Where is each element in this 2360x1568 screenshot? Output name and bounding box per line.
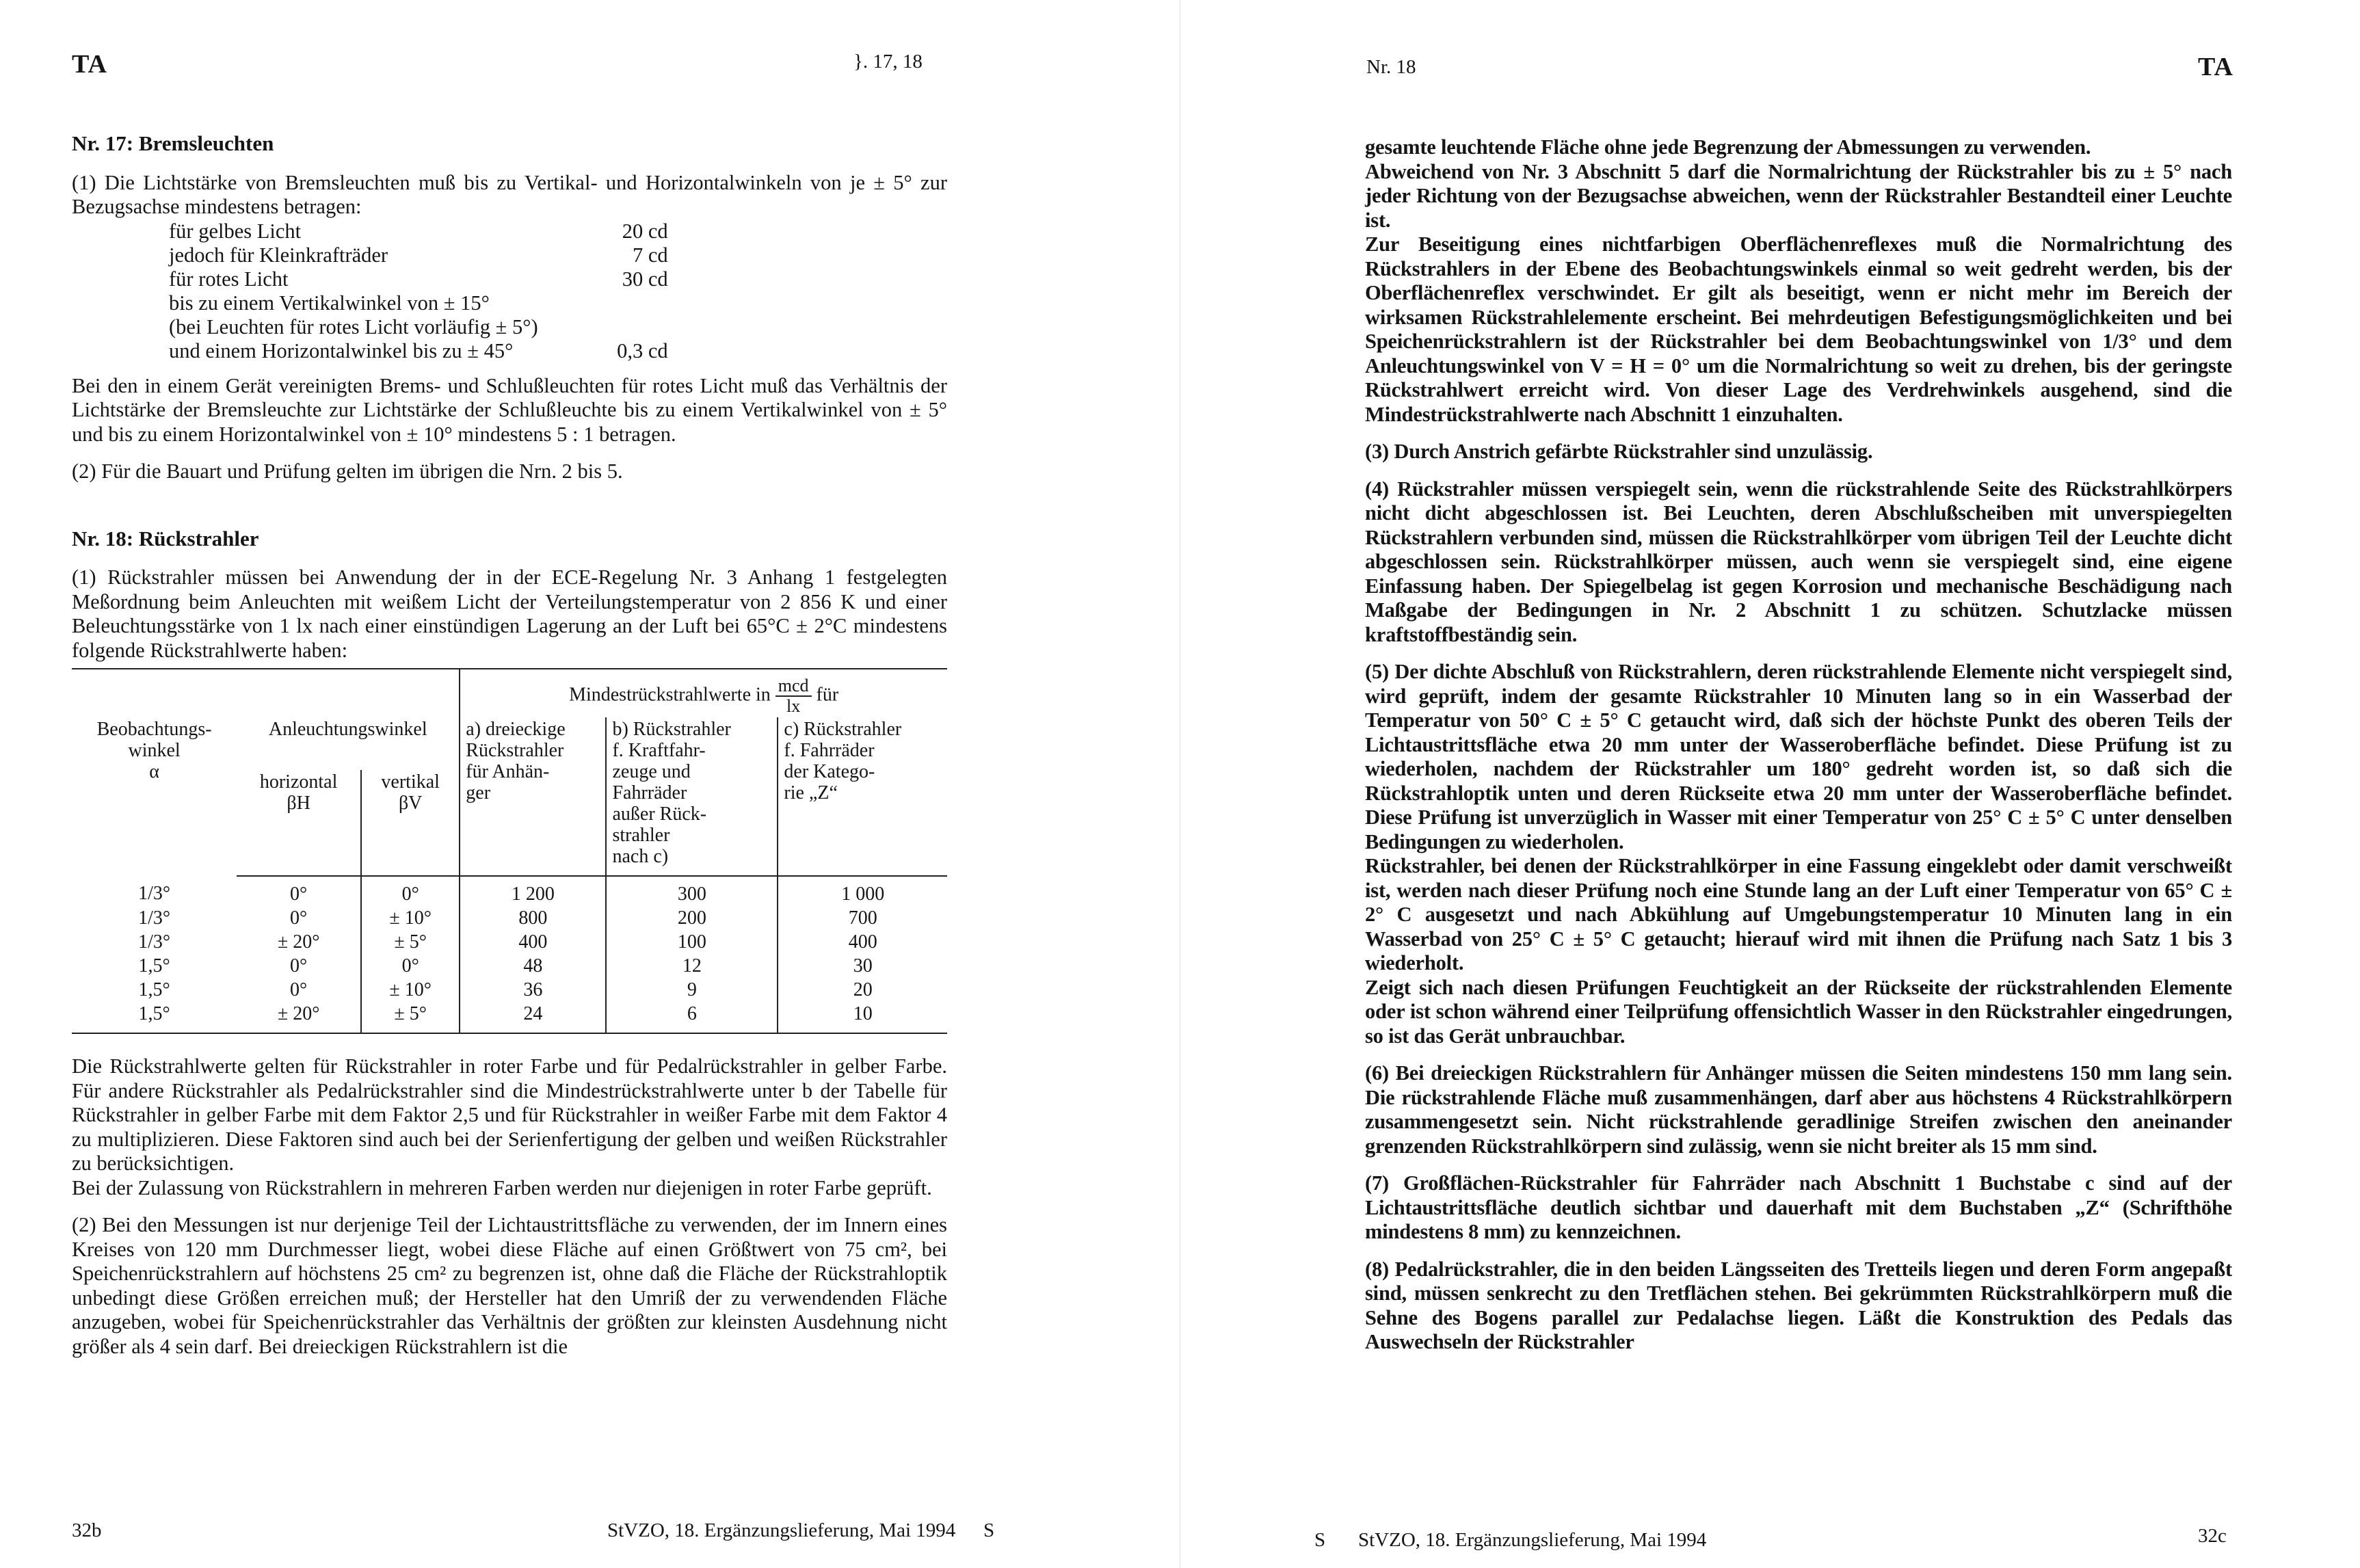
right-column xyxy=(1365,135,2232,1368)
nr18-paragraph-1: (1) Rückstrahler müssen bei Anwendung der in der ECE-Regelung Nr. 3 Anhang 1 festgelegten Meßordnung beim Anleuchten mit weißem Licht der Verteilungstemperatur von 2 856 K und einer Beleuchtungsstärke von 1 lx nach einer einstündigen Lagerung an der Luft bei 65°C ± 2°C mindestens folgende Rückstrahlwerte haben: xyxy=(72,566,947,662)
paragraph-6: (5) Der dichte Abschluß von Rückstrahlern, deren rückstrahlende Elemente nicht verspiegelt sind, wird geprüft, indem der gesamte Rückstrahler 10 Minuten lang so in ein Wasserbad der Temperatur von 50° C ± 5° C getaucht wird, daß sich der höchste Punkt des oberen Teils der Lichtaustrittsfläche etwa 20 mm unter der Wasseroberfläche befindet. Diese Prüfung ist zu wiederholen, nachdem der Rückstrahler um 180° gedreht worden ist, so daß sich die Rückstrahloptik unten und deren Rückseite etwa 20 mm unter der Wasseroberfläche befindet. Diese Prüfung ist unverzüglich in Wasser mit einer Temperatur von 25° C ± 5° C unter denselben Bedingungen zu wiederholen. xyxy=(1365,660,2232,853)
footer-source: StVZO, 18. Ergänzungslieferung, Mai 1994 xyxy=(607,1519,956,1541)
paragraph-10: (7) Großflächen-Rückstrahler für Fahrräder nach Abschnitt 1 Buchstabe c sind auf der Lichtaustrittsfläche deutlich sichtbar und dauerhaft mit dem Buchstaben „Z“ (Schrifthöhe mindestens 8 mm) zu kennzeichnen. xyxy=(1365,1171,2232,1243)
cell-wert-a: 800 xyxy=(460,906,606,930)
col-header-anleuchtungswinkel: Anleuchtungswinkel xyxy=(268,719,427,740)
cell-vertikal: ± 5° xyxy=(361,1002,460,1033)
table-group-header: Mindestrückstrahlwerte in $\frac{\text{mcd}}{lx}$ für xyxy=(460,669,947,717)
paragraph-4: (3) Durch Anstrich gefärbte Rückstrahler sind unzulässig. xyxy=(1365,440,1873,463)
cell-wert-a: 36 xyxy=(460,978,606,1002)
cell-vertikal: ± 10° xyxy=(389,979,432,1000)
footer-page-number: 32c xyxy=(2198,1525,2227,1547)
col-header-c: c) Rückstrahler f. Fahrräder der Katego- rie „Z“ xyxy=(778,717,947,876)
nr17-list-row xyxy=(169,339,668,363)
cell-vertikal: ± 5° xyxy=(394,931,427,953)
cell-wert-a: 1 200 xyxy=(460,876,606,906)
cell-beobachtungswinkel: 1/3° xyxy=(138,931,171,953)
nr17-list-value: 0,3 cd xyxy=(617,338,668,362)
table-row xyxy=(72,930,947,954)
nr18-paragraph-2: Die Rückstrahlwerte gelten für Rückstrahler in roter Farbe und für Pedalrückstrahler in gelber Farbe. Für andere Rückstrahler als Pedalrückstrahler sind die Mindestrückstrahlwerte unter b der Tabelle für Rückstrahler in gelber Farbe mit dem Faktor 2,5 und für Rückstrahler in weißer Farbe mit dem Faktor 4 zu multiplizieren. Diese Faktoren sind auch bei der Serienfertigung der gelben und weißen Rückstrahler zu berücksichtigen. xyxy=(72,1054,947,1175)
cell-wert-a: 48 xyxy=(460,954,606,978)
cell-beobachtungswinkel: 1,5° xyxy=(138,979,170,1000)
nr17-list-value xyxy=(538,315,668,339)
cell-vertikal: 0° xyxy=(401,955,419,976)
cell-vertikal: 0° xyxy=(401,883,419,905)
paragraph-5: (4) Rückstrahler müssen verspiegelt sein, wenn die rückstrahlende Seite des Rückstrahlkörpers nicht dicht abgeschlossen ist. Bei Leuchten, deren Abschlußscheiben mit unverspiegelten Rückstrahlern verbunden sind, müssen die Rückstrahlkörper vom übrigen Teil der Leuchte dicht abgeschlossen sein. Rückstrahlkörper müssen, auch wenn sie verspiegelt sind, eine eigene Einfassung haben. Der Spiegelbelag ist gegen Korrosion und mechanische Beschädigung nach Maßgabe der Bedingungen in Nr. 2 Abschnitt 1 zu schützen. Schutzlacke müssen kraftstoffbeständig sein. xyxy=(1365,477,2232,646)
nr17-list-value: 20 cd xyxy=(622,219,668,243)
nr17-list-label: bis zu einem Vertikalwinkel von ± 15° xyxy=(169,291,490,315)
retroreflection-table xyxy=(72,668,947,1034)
nr17-list-value xyxy=(538,291,668,315)
paragraph-8: Zeigt sich nach diesen Prüfungen Feuchtigkeit an der Rückseite der rückstrahlenden Elemente oder ist schon während einer Teilprüfung offensichtlich Wasser in den Rückstrahler eingedrungen, so ist das Gerät unbrauchbar. xyxy=(1365,975,2232,1048)
nr17-list-row xyxy=(169,315,668,339)
nr18-paragraph-3: Bei der Zulassung von Rückstrahlern in mehreren Farben werden nur diejenigen in roter Farbe geprüft. xyxy=(72,1175,932,1199)
nr17-list-label: und einem Horizontalwinkel bis zu ± 45° xyxy=(169,338,514,362)
table-row xyxy=(72,906,947,930)
cell-wert-c: 20 xyxy=(778,978,947,1002)
cell-wert-b: 300 xyxy=(606,876,778,906)
nr18-paragraph-4: (2) Bei den Messungen ist nur derjenige Teil der Lichtaustrittsfläche zu verwenden, der im Innern eines Kreises von 120 mm Durchmesser liegt, wobei diese Fläche auf einen Größtwert von 75 cm², bei Speichenrückstrahlern auf höchstens 25 cm² zu begrenzen ist, ohne daß die Fläche der Rückstrahloptik unbedingt diese Größen erreichen muß; der Hersteller hat den Umriß der zu verwendenden Fläche anzugeben, wobei für Speichenrückstrahler das Verhältnis der größten zur kleinsten Ausdehnung nicht größer als 4 sein darf. Bei dreieckigen Rückstrahlern ist die xyxy=(72,1213,947,1358)
cell-wert-a: 24 xyxy=(460,1002,606,1033)
nr17-paragraph-1: (1) Die Lichtstärke von Bremsleuchten muß bis zu Vertikal- und Horizontalwinkeln von je ± 5° zur Bezugsachse mindestens betragen: xyxy=(72,170,947,218)
cell-horizontal: ± 20° xyxy=(237,1002,361,1033)
cell-wert-c: 10 xyxy=(778,1002,947,1033)
nr17-list-value: 30 cd xyxy=(622,267,668,291)
header-tag: TA xyxy=(2198,53,2233,81)
cell-wert-c: 1 000 xyxy=(778,876,947,906)
cell-beobachtungswinkel: 1,5° xyxy=(72,1002,237,1033)
cell-wert-b: 9 xyxy=(606,978,778,1002)
table-row xyxy=(72,978,947,1002)
cell-wert-c: 400 xyxy=(778,930,947,954)
footer-section-mark: S xyxy=(1314,1529,1326,1551)
header-reference: }. 17, 18 xyxy=(853,51,923,72)
nr17-list-row xyxy=(169,267,668,291)
nr17-paragraph-3: (2) Für die Bauart und Prüfung gelten im übrigen die Nrn. 2 bis 5. xyxy=(72,460,623,483)
nr17-list-label: jedoch für Kleinkrafträder xyxy=(169,243,388,267)
footer-section-mark: S xyxy=(983,1519,995,1541)
nr17-list-value: 7 cd xyxy=(632,243,668,267)
header-tag: TA xyxy=(72,50,107,79)
paragraph-11: (8) Pedalrückstrahler, die in den beiden Längsseiten des Tretteils liegen und deren Form angepaßt sind, müssen senkrecht zu den Tretflächen stehen. Bei gekrümmten Rückstrahlkörpern muß die Sehne des Bogens parallel zur Pedalachse liegen. Läßt die Konstruktion des Pedals das Auswechseln der Rückstrahler xyxy=(1365,1257,2232,1353)
paragraph-2: Abweichend von Nr. 3 Abschnitt 5 darf die Normalrichtung der Rückstrahler bis zu ± 5° nach jeder Richtung von der Bezugsachse abweichen, wenn der Rückstrahler Bestandteil einer Leuchte ist. xyxy=(1365,159,2232,232)
cell-horizontal: 0° xyxy=(237,954,361,978)
nr17-list-row xyxy=(169,291,668,315)
nr17-list-row xyxy=(169,243,668,267)
cell-horizontal: 0° xyxy=(237,906,361,930)
nr17-list-row xyxy=(169,220,668,243)
paragraph-7: Rückstrahler, bei denen der Rückstrahlkörper in eine Fassung eingeklebt oder damit verschweißt ist, werden nach dieser Prüfung noch eine Stunde lang an der Luft einer Temperatur von 65° C ± 2° C ausgesetzt und nach Abkühlung auf Umgebungstemperatur 10 Minuten lang in ein Wasserbad von 25° C ± 5° C getaucht; hierauf wird mit ihnen die Prüfung nach Satz 1 bis 3 wiederholt. xyxy=(1365,854,2232,974)
nr17-paragraph-2: Bei den in einem Gerät vereinigten Brems- und Schlußleuchten für rotes Licht muß das Verhältnis der Lichtstärke der Bremsleuchte zur Lichtstärke der Schlußleuchte bis zu einem Vertikalwinkel von ± 5° und bis zu einem Horizontalwinkel von ± 10° mindestens 5 : 1 betragen. xyxy=(72,373,947,446)
cell-beobachtungswinkel: 1/3° xyxy=(138,883,171,904)
col-header-horizontal: horizontal βH xyxy=(237,770,361,876)
cell-wert-b: 100 xyxy=(606,930,778,954)
col-header-a: a) dreieckige Rückstrahler für Anhän- ger xyxy=(460,717,606,876)
table-row xyxy=(72,1002,947,1033)
cell-horizontal: ± 20° xyxy=(237,930,361,954)
cell-wert-b: 6 xyxy=(606,1002,778,1033)
table-row xyxy=(72,876,947,906)
right-page xyxy=(1180,0,2360,1568)
paragraph-1: gesamte leuchtende Fläche ohne jede Begrenzung der Abmessungen zu verwenden. xyxy=(1365,135,2091,159)
col-header-beobachtungswinkel: Beobachtungs- winkel α xyxy=(96,719,212,782)
cell-horizontal: 0° xyxy=(237,978,361,1002)
section-title-nr18: Nr. 18: Rückstrahler xyxy=(72,526,259,550)
cell-beobachtungswinkel: 1,5° xyxy=(138,955,170,976)
nr17-list-label: (bei Leuchten für rotes Licht vorläufig ± 5°) xyxy=(169,315,538,338)
cell-wert-c: 30 xyxy=(778,954,947,978)
paragraph-3: Zur Beseitigung eines nichtfarbigen Oberflächenreflexes muß die Normalrichtung des Rückstrahlers in der Ebene des Beobachtungswinkels einmal so weit gedreht werden, bis der Oberflächenreflex verschwindet. Er gilt als beseitigt, wenn er nicht mehr im Bereich der wirksamen Rückstrahlelemente erscheint. Bei mehrdeutigen Befestigungsmöglichkeiten und bei Speichenrückstrahlern ist der Rückstrahler bei dem Beobachtungswinkel von 1/3° und dem Anleuchtungswinkel von V = H = 0° um die Normalrichtung so weit zu drehen, bis der geringste Rückstrahlwert erreicht wird. Von dieser Lage des Verdrehwinkels ausgehend, sind die Mindestrückstrahlwerte nach Abschnitt 1 einzuhalten. xyxy=(1365,232,2232,426)
col-header-b: b) Rückstrahler f. Kraftfahr- zeuge und Fahrräder außer Rück- strahler nach c) xyxy=(606,717,778,876)
left-column xyxy=(72,131,947,1372)
unit-fraction: $\frac{\text{mcd}}{lx}$ xyxy=(775,676,812,716)
cell-beobachtungswinkel: 1/3° xyxy=(138,907,171,929)
paragraph-9: (6) Bei dreieckigen Rückstrahlern für Anhänger müssen die Seiten mindestens 150 mm lang sein. Die rückstrahlende Fläche muß zusammenhängen, darf aber aus höchstens 4 Rückstrahlkörpern zusammengesetzt sein. Nicht rückstrahlende geradlinige Streifen zwischen den aneinander grenzenden Rückstrahlkörpern sind zulässig, wenn sie nicht breiter als 15 mm sind. xyxy=(1365,1061,2232,1158)
table-row xyxy=(72,954,947,978)
cell-wert-b: 12 xyxy=(606,954,778,978)
cell-wert-a: 400 xyxy=(460,930,606,954)
section-title-nr17: Nr. 17: Bremsleuchten xyxy=(72,131,274,155)
cell-vertikal: ± 10° xyxy=(389,907,432,929)
col-header-vertikal: vertikal βV xyxy=(361,770,460,876)
footer-page-number: 32b xyxy=(72,1519,102,1541)
nr17-list-label: für rotes Licht xyxy=(169,267,289,291)
cell-wert-c: 700 xyxy=(778,906,947,930)
nr17-value-list xyxy=(169,220,668,363)
cell-horizontal: 0° xyxy=(237,876,361,906)
footer-source: StVZO, 18. Ergänzungslieferung, Mai 1994 xyxy=(1358,1529,1707,1551)
nr17-list-label: für gelbes Licht xyxy=(169,219,302,243)
cell-wert-b: 200 xyxy=(606,906,778,930)
header-reference: Nr. 18 xyxy=(1366,56,1416,78)
